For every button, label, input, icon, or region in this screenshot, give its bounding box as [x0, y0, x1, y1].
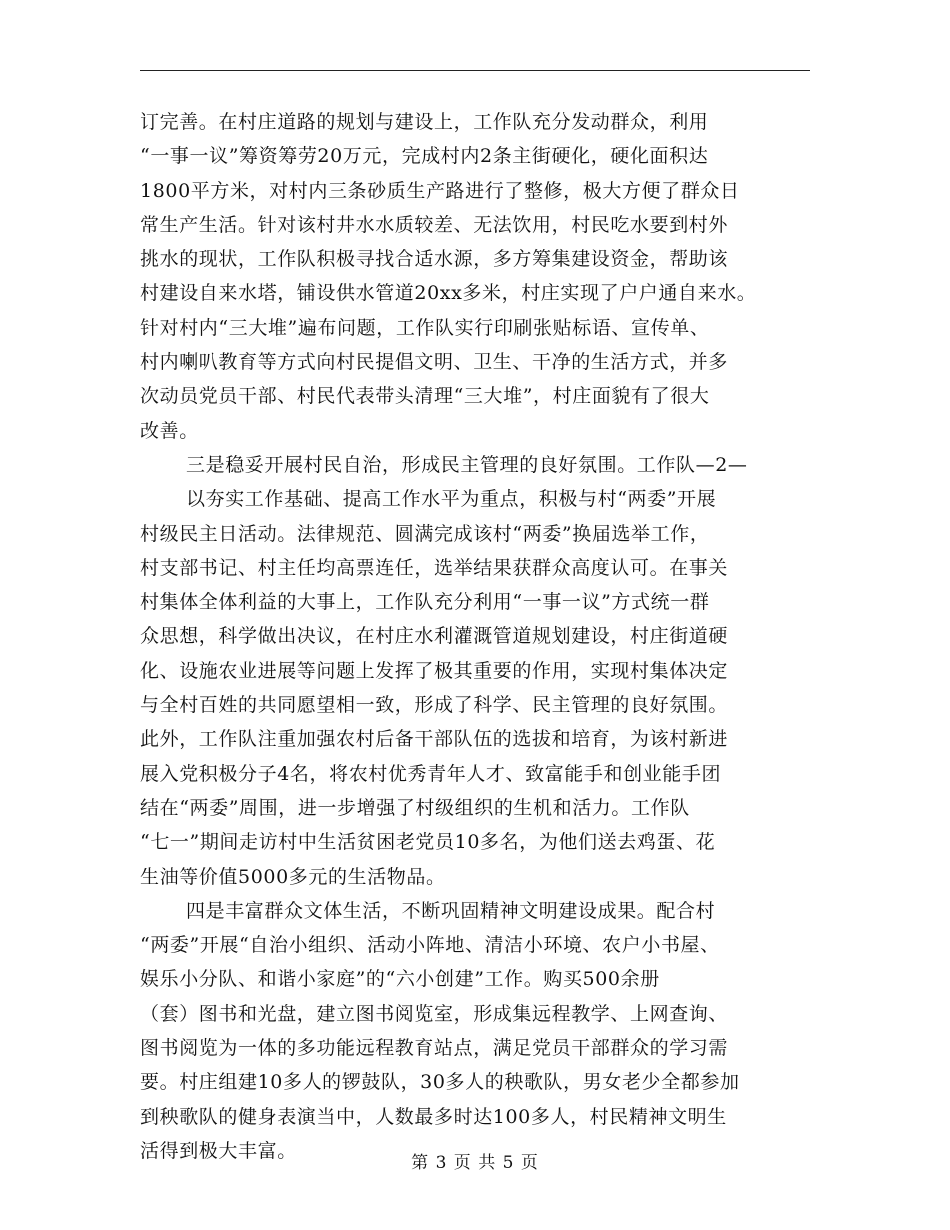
text-line: 常生产生活。针对该村井水水质较差、无法饮用，村民吃水要到村外 — [140, 213, 729, 236]
text-line: 以夯实工作基础、提高工作水平为重点，积极与村“两委”开展 — [186, 488, 717, 511]
text-line: “一事一议”筹资筹劳20万元，完成村内2条主街硬化，硬化面积达 — [140, 145, 709, 168]
page-footer: 第 3 页 共 5 页 — [411, 1153, 539, 1173]
text-line: 众思想，科学做出决议，在村庄水利灌溉管道规划建设，村庄街道硬 — [140, 625, 729, 648]
text-line: 此外，工作队注重加强农村后备干部队伍的选拔和培育，为该村新进 — [140, 728, 729, 751]
text-line: 村建设自来水塔，铺设供水管道20xx多米，村庄实现了户户通自来水。 — [140, 282, 757, 305]
text-line: 次动员党员干部、村民代表带头清理“三大堆”，村庄面貌有了很大 — [140, 385, 710, 408]
text-line: （套）图书和光盘，建立图书阅览室，形成集远程教学、上网查询、 — [140, 1002, 729, 1025]
text-line: 订完善。在村庄道路的规划与建设上，工作队充分发动群众，利用 — [140, 111, 709, 133]
text-line: 图书阅览为一体的多功能远程教育站点，满足党员干部群众的学习需 — [140, 1037, 729, 1060]
text-line: 三是稳妥开展村民自治，形成民主管理的良好氛围。工作队—2— — [186, 453, 748, 476]
text-line: 娱乐小分队、和谐小家庭”的“六小创建”工作。购买500余册 — [140, 968, 660, 991]
body-text — [140, 105, 812, 1168]
text-line: 生油等价值5000多元的生活物品。 — [140, 865, 446, 888]
text-line: “七一”期间走访村中生活贫困老党员10多名，为他们送去鸡蛋、花 — [140, 831, 716, 854]
text-line: 村内喇叭教育等方式向村民提倡文明、卫生、干净的生活方式，并多 — [140, 351, 729, 374]
text-line: 活得到极大丰富。 — [140, 1139, 297, 1162]
text-line: 与全村百姓的共同愿望相一致，形成了科学、民主管理的良好氛围。 — [140, 694, 729, 717]
text-line: 挑水的现状，工作队积极寻找合适水源，多方筹集建设资金，帮助该 — [140, 248, 729, 271]
text-line: “两委”开展“自治小组织、活动小阵地、清洁小环境、农户小书屋、 — [140, 934, 720, 957]
text-line: 改善。 — [140, 419, 199, 442]
text-line: 四是丰富群众文体生活，不断巩固精神文明建设成果。配合村 — [186, 899, 716, 922]
header-rule — [140, 70, 810, 71]
text-line: 村集体全体利益的大事上，工作队充分利用“一事一议”方式统一群 — [140, 591, 710, 614]
text-line: 要。村庄组建10多人的锣鼓队，30多人的秧歌队，男女老少全都参加 — [140, 1071, 740, 1094]
text-line: 结在“两委”周围，进一步增强了村级组织的生机和活力。工作队 — [140, 796, 690, 819]
text-line: 针对村内“三大堆”遍布问题，工作队实行印刷张贴标语、宣传单、 — [140, 316, 710, 339]
text-line: 村级民主日活动。法律规范、圆满完成该村“两委”换届选举工作， — [140, 522, 710, 545]
text-line: 1800平方米，对村内三条砂质生产路进行了整修，极大方便了群众日 — [140, 179, 740, 202]
text-line: 村支部书记、村主任均高票连任，选举结果获群众高度认可。在事关 — [140, 556, 729, 579]
text-line: 化、设施农业进展等问题上发挥了极其重要的作用，实现村集体决定 — [140, 659, 729, 682]
text-line: 展入党积极分子4名，将农村优秀青年人才、致富能手和创业能手团 — [140, 762, 722, 785]
text-line: 到秧歌队的健身表演当中，人数最多时达100多人，村民精神文明生 — [140, 1105, 727, 1128]
